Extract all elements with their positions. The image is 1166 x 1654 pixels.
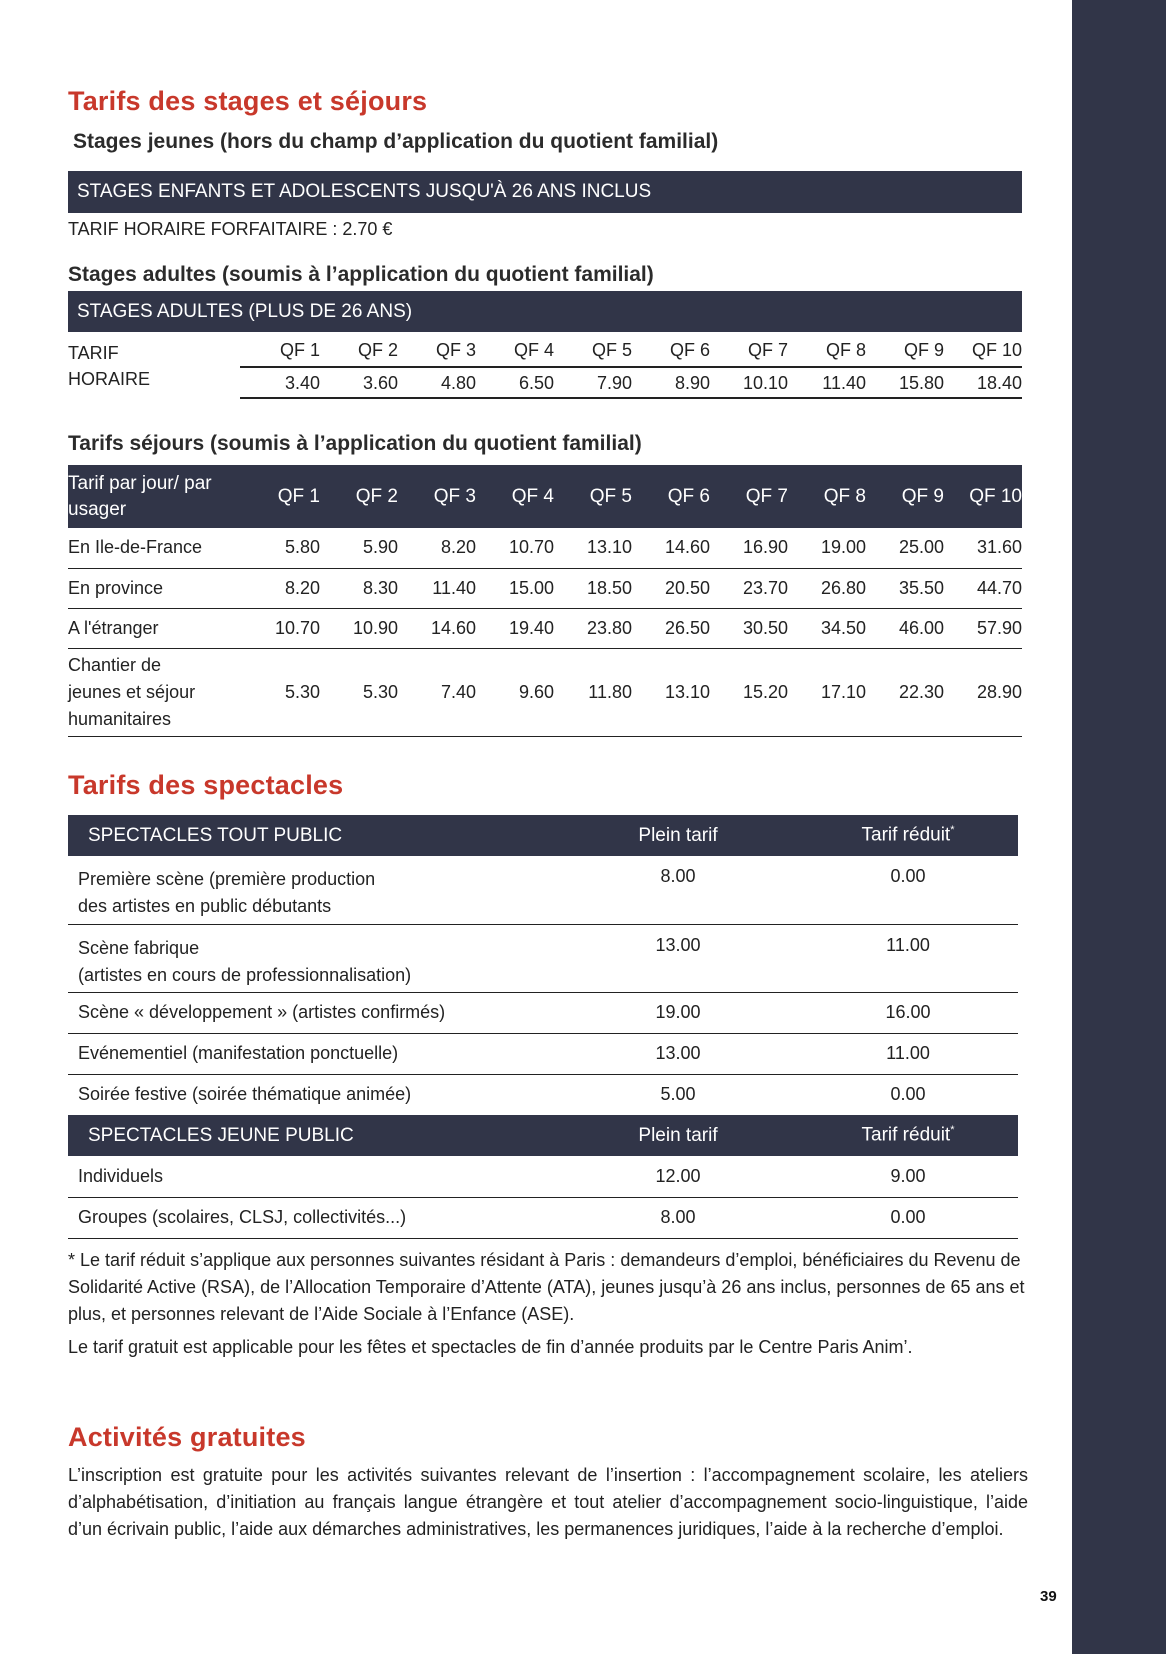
qf-header: QF 7 [747,340,788,360]
row-label-line: Première scène (première production [78,869,376,889]
cell: 13.10 [632,648,710,736]
qf-header: QF 1 [279,340,320,360]
cell: 20.50 [632,568,710,608]
col-tarif-reduit-label: Tarif réduit [861,824,951,846]
cell: 5.30 [320,648,398,736]
tout-public-header-row [68,815,1018,856]
cell-reduit: 0.00 [788,1197,1018,1238]
cell: 11.80 [554,648,632,736]
cell: 31.60 [944,528,1022,568]
qf-header: QF 5 [554,465,632,528]
col-tarif-reduit [788,815,1018,856]
row-label: Soirée festive (soirée thématique animée) [78,1084,412,1105]
cell-plein: 8.00 [558,856,788,924]
qf-value: 15.80 [898,373,944,393]
table-row [68,568,1022,608]
cell-reduit: 11.00 [788,924,1018,992]
table-row [68,1197,1018,1238]
header-tarif-par-jour [68,465,242,528]
table-row [68,608,1022,648]
cell: 14.60 [632,528,710,568]
tarif-horaire-forfaitaire: TARIF HORAIRE FORFAITAIRE : 2.70 € [68,219,393,239]
row-label: En province [68,568,242,608]
cell-plein: 13.00 [558,924,788,992]
cell: 5.30 [242,648,320,736]
row-label [68,924,558,992]
qf-value: 4.80 [440,373,476,393]
table-row [68,648,1022,736]
cell: 5.80 [242,528,320,568]
subtitle-stages-jeunes: Stages jeunes (hors du champ d’application du quotient familial) [73,130,719,153]
subtitle-sejours: Tarifs séjours (soumis à l’application du quotient familial) [68,432,642,455]
row-label: Individuels [68,1156,558,1197]
qf-header: QF 2 [320,465,398,528]
table-row [68,1033,1018,1074]
row-label: A l'étranger [68,608,242,648]
cell: 15.00 [476,568,554,608]
cell: 7.40 [398,648,476,736]
cell-reduit: 16.00 [788,992,1018,1033]
cell: 23.80 [554,608,632,648]
section-title-gratuites: Activités gratuites [68,1422,306,1452]
header-label-line: Tarif par jour/ par [68,472,212,494]
cell: 26.50 [632,608,710,648]
qf-header: QF 8 [825,340,866,360]
table-row [68,924,1018,992]
qf-header: QF 7 [710,465,788,528]
header-tout-public: SPECTACLES TOUT PUBLIC [68,815,558,856]
qf-value: 3.60 [362,373,398,393]
table-row [68,528,1022,568]
qf-value: 11.40 [822,373,866,393]
cell: 14.60 [398,608,476,648]
cell: 10.90 [320,608,398,648]
footnote-tarif-reduit: * Le tarif réduit s’applique aux personnes suivantes résidant à Paris : demandeurs d’emploi, bénéficiaires du Revenu de Solidarité Active (RSA), de l’Allocation Temporaire d’Attente (ATA), jeunes jusqu’à 26 ans inclus, personnes de 65 ans et plus, et personnes relevant de l’Aide Sociale à l’Enfance (ASE). [68,1250,1025,1324]
qf-value: 10.10 [742,373,788,393]
qf-value: 8.90 [674,373,710,393]
qf-header: QF 6 [632,465,710,528]
header-stages-enfants: STAGES ENFANTS ET ADOLESCENTS JUSQU'À 26 ANS INCLUS [68,171,1022,213]
col-tarif-reduit-label: Tarif réduit [861,1124,951,1146]
cell: 28.90 [944,648,1022,736]
col-tarif-reduit [788,1115,1018,1156]
divider [240,366,1022,368]
header-stages-adultes: STAGES ADULTES (PLUS DE 26 ANS) [68,291,1022,332]
row-label-line: jeunes et séjour [68,681,196,702]
qf-header: QF 10 [944,465,1022,528]
cell-plein: 12.00 [558,1156,788,1197]
asterisk: * [950,824,955,837]
col-plein-tarif: Plein tarif [558,815,788,856]
cell: 17.10 [788,648,866,736]
cell: 26.80 [788,568,866,608]
cell: 18.50 [554,568,632,608]
qf-value: 18.40 [976,373,1022,393]
cell: 9.60 [476,648,554,736]
gratuites-text: L’inscription est gratuite pour les activités suivantes relevant de l’insertion : l’accompagnement scolaire, les ateliers d’alphabétisation, d’initiation au français langue étrangère et tout atelier d’accompagnement socio-linguistique, l’aide d’un écrivain public, l’aide aux démarches administratives, les permanences juridiques, l’aide à la recherche d’emploi. [68,1465,1028,1539]
table-row [68,1074,1018,1115]
cell-plein: 8.00 [558,1197,788,1238]
cell: 8.30 [320,568,398,608]
cell-plein: 13.00 [558,1033,788,1074]
row-label: Groupes (scolaires, CLSJ, collectivités...) [68,1197,558,1238]
row-label-line: Scène fabrique [78,937,200,958]
qf-header: QF 3 [398,465,476,528]
jeune-public-header-row [68,1115,1018,1156]
table-row [68,1156,1018,1197]
qf-header: QF 1 [242,465,320,528]
col-plein-tarif: Plein tarif [558,1115,788,1156]
cell: 34.50 [788,608,866,648]
cell: 57.90 [944,608,1022,648]
row-label-line: (artistes en cours de professionnalisation) [78,964,412,985]
row-label: Evénementiel (manifestation ponctuelle) [68,1033,558,1074]
spectacles-table [68,815,1018,1239]
qf-header: QF 3 [435,340,476,360]
section-title-stages: Tarifs des stages et séjours [68,86,428,116]
cell: 30.50 [710,608,788,648]
row-label: En Ile-de-France [68,528,242,568]
row-label-line: humanitaires [68,708,172,729]
qf-header: QF 9 [903,340,944,360]
cell: 19.00 [788,528,866,568]
cell-reduit: 9.00 [788,1156,1018,1197]
note-tarif-gratuit: Le tarif gratuit est applicable pour les fêtes et spectacles de fin d’année produits par le Centre Paris Anim’. [68,1337,913,1357]
page-number: 39 [1040,1588,1057,1605]
row-label-tarif: TARIF [68,343,119,363]
row-label-line: des artistes en public débutants [78,896,332,916]
cell: 19.40 [476,608,554,648]
table-row [68,856,1018,924]
row-label-horaire: HORAIRE [68,369,151,389]
row-label [68,856,558,924]
cell: 22.30 [866,648,944,736]
cell-reduit: 0.00 [788,856,1018,924]
cell: 13.10 [554,528,632,568]
adultes-qf-headers [242,340,1022,361]
cell-reduit: 0.00 [890,1084,926,1105]
cell: 16.90 [710,528,788,568]
cell: 8.20 [242,568,320,608]
cell-plein: 5.00 [660,1084,696,1105]
header-label-line: usager [68,498,127,520]
qf-header: QF 8 [788,465,866,528]
cell: 5.90 [320,528,398,568]
side-band [1072,0,1166,1654]
row-label [68,648,242,736]
cell: 8.20 [398,528,476,568]
section-title-spectacles: Tarifs des spectacles [68,770,344,800]
qf-header: QF 4 [513,340,554,360]
qf-value: 3.40 [284,373,320,393]
cell: 35.50 [866,568,944,608]
cell-reduit: 11.00 [788,1033,1018,1074]
cell: 10.70 [476,528,554,568]
qf-value: 6.50 [518,373,554,393]
cell: 25.00 [866,528,944,568]
subtitle-stages-adultes: Stages adultes (soumis à l’application du quotient familial) [68,263,654,286]
table-row [68,992,1018,1033]
cell: 46.00 [866,608,944,648]
cell: 11.40 [398,568,476,608]
asterisk: * [950,1124,955,1137]
qf-value: 7.90 [596,373,632,393]
adultes-qf-values [242,373,1022,394]
qf-header: QF 6 [669,340,710,360]
qf-header: QF 5 [591,340,632,360]
header-jeune-public: SPECTACLES JEUNE PUBLIC [68,1115,558,1156]
sejours-header-row [68,465,1022,528]
cell: 23.70 [710,568,788,608]
row-label-line: Chantier de [68,654,162,675]
sejours-table [68,465,1022,737]
divider [240,397,1022,399]
qf-header: QF 9 [866,465,944,528]
qf-header: QF 2 [357,340,398,360]
cell: 10.70 [242,608,320,648]
qf-header: QF 10 [971,340,1022,360]
qf-header: QF 4 [476,465,554,528]
cell: 15.20 [710,648,788,736]
row-label: Scène « développement » (artistes confirmés) [68,992,558,1033]
cell: 44.70 [944,568,1022,608]
cell-plein: 19.00 [558,992,788,1033]
